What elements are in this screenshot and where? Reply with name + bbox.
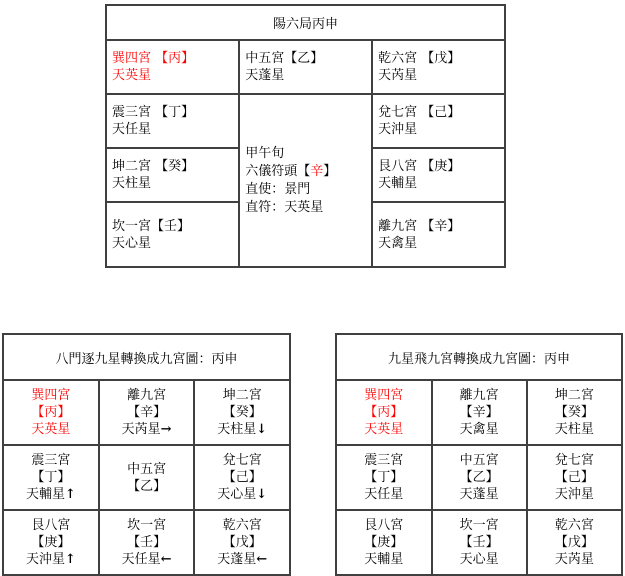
stem-label: 【辛】: [127, 405, 167, 420]
star-name-label: 天心星: [217, 487, 257, 502]
main-cell-zhen3: [106, 94, 239, 148]
star-name-label: 天沖星: [378, 122, 418, 137]
xun-head-label: 甲午旬: [245, 145, 285, 161]
doors-cell-dui7: [194, 445, 290, 510]
main-chart-table: [105, 4, 506, 268]
palace-name-label: 震三宮: [364, 453, 404, 468]
main-cell-xun4: [106, 40, 239, 94]
palace-name-label: 離九宮: [127, 388, 167, 403]
palace-name-label: 中五宮: [459, 453, 499, 468]
palace-name-label: 離九宮: [459, 388, 499, 403]
stars-cell-xun4: [336, 380, 432, 445]
star-name-label: 天芮星: [554, 552, 594, 567]
stars-cell-dui7: [527, 445, 622, 510]
star-name-label: 天英星: [364, 422, 404, 437]
star-name-label: 天任星: [121, 552, 161, 567]
star-name-label: 天心星: [112, 235, 152, 251]
star-line: [6, 421, 96, 438]
palace-name-label: 坎一宮【壬】: [112, 218, 191, 234]
palace-name-label: 艮八宮: [31, 518, 71, 533]
star-name-label: 天輔星: [364, 552, 404, 567]
doors-cell-zhen3: [3, 445, 99, 510]
palace-name-label: 坤二宮: [554, 388, 594, 403]
stars-cell-zhen3: [336, 445, 432, 510]
stars-cell-li9: [432, 380, 527, 445]
palace-name-label: 坎一宮: [127, 518, 167, 533]
stars-chart-table: [335, 333, 623, 576]
star-line: [6, 486, 96, 503]
palace-name-label: 巽四宮: [31, 388, 71, 403]
star-move-arrow: ←: [160, 552, 172, 567]
star-name-label: 天芮星: [121, 422, 161, 437]
star-name-label: 天柱星: [554, 422, 594, 437]
stem-label: 【己】: [222, 470, 262, 485]
stem-label: 【庚】: [364, 535, 404, 550]
star-name-label: 天蓬星: [217, 552, 257, 567]
palace-name-label: 艮八宮 【庚】: [378, 159, 461, 174]
star-name-label: 天任星: [364, 487, 404, 502]
star-name-label: 天蓬星: [245, 68, 285, 83]
liuyi-prefix-label: 六儀符頭【: [245, 163, 311, 179]
palace-name-label: 乾六宮: [222, 518, 262, 533]
main-cell-zhong5: [239, 40, 372, 94]
main-chart-title: 陽六局丙申: [106, 5, 505, 40]
star-move-arrow: ↑: [64, 487, 76, 502]
stars-cell-kun2: [527, 380, 622, 445]
star-name-label: 天輔星: [378, 176, 418, 191]
stem-label: 【辛】: [459, 405, 499, 420]
palace-name-label: 坎一宮: [459, 518, 499, 533]
star-line: [197, 551, 287, 568]
main-cell-dui7: [372, 94, 505, 148]
palace-name-label: 坤二宮: [222, 388, 262, 403]
star-name-label: 天柱星: [112, 176, 152, 191]
main-cell-kan1: [106, 202, 239, 267]
stem-label: 【乙】: [459, 470, 499, 485]
palace-name-label: 兌七宮: [222, 453, 262, 468]
stars-cell-kan1: [432, 510, 527, 575]
zhifu-label: 直符：天英星: [245, 199, 324, 215]
stem-label: 【癸】: [222, 405, 262, 420]
doors-cell-kan1: [99, 510, 195, 575]
center-info-cell: [239, 94, 372, 267]
star-name-label: 天芮星: [378, 68, 418, 83]
palace-name-label: 乾六宮: [554, 518, 594, 533]
stem-label: 【丙】: [364, 405, 404, 420]
doors-cell-qian6: [194, 510, 290, 575]
palace-name-label: 巽四宮: [364, 388, 404, 403]
star-name-label: 天沖星: [25, 552, 65, 567]
stars-cell-gen8: [336, 510, 432, 575]
palace-name-label: 中五宮【乙】: [245, 51, 324, 66]
star-line: [6, 551, 96, 568]
star-line: [197, 421, 287, 438]
doors-cell-gen8: [3, 510, 99, 575]
liuyi-red-stem-label: 辛: [310, 163, 324, 179]
star-move-arrow: ↓: [256, 422, 268, 437]
main-cell-qian6: [372, 40, 505, 94]
stem-label: 【丁】: [364, 470, 404, 485]
main-cell-gen8: [372, 148, 505, 202]
doors-cell-li9: [99, 380, 195, 445]
palace-name-label: 艮八宮: [364, 518, 404, 533]
main-cell-li9: [372, 202, 505, 267]
star-line: [102, 421, 192, 438]
star-name-label: 天輔星: [25, 487, 65, 502]
stem-label: 【丙】: [31, 405, 71, 420]
doors-cell-zhong5: [99, 445, 195, 510]
stem-label: 【乙】: [127, 478, 167, 494]
stem-label: 【癸】: [554, 405, 594, 420]
doors-chart-title: 八門逐九星轉換成九宮圖：丙申: [3, 334, 290, 380]
stars-cell-zhong5: [432, 445, 527, 510]
star-name-label: 天柱星: [217, 422, 257, 437]
stars-chart-title: 九星飛九宮轉換成九宮圖：丙申: [336, 334, 622, 380]
doors-cell-kun2: [194, 380, 290, 445]
stem-label: 【己】: [554, 470, 594, 485]
palace-name-label: 兌七宮: [554, 453, 594, 468]
star-name-label: 天心星: [459, 552, 499, 567]
palace-name-label: 坤二宮 【癸】: [112, 159, 195, 174]
palace-name-label: 震三宮 【丁】: [112, 105, 195, 120]
main-cell-kun2: [106, 148, 239, 202]
star-move-arrow: ↓: [256, 487, 268, 502]
zhishi-label: 直使：景門: [245, 181, 311, 197]
stars-cell-qian6: [527, 510, 622, 575]
stem-label: 【戊】: [222, 535, 262, 550]
stem-label: 【壬】: [459, 535, 499, 550]
liuyi-futou-label: [245, 163, 369, 181]
star-move-arrow: ↑: [64, 552, 76, 567]
stem-label: 【壬】: [127, 535, 167, 550]
palace-name-label: 乾六宮 【戊】: [378, 51, 461, 66]
stem-label: 【丁】: [31, 470, 71, 485]
palace-name-label: 巽四宮 【丙】: [112, 51, 195, 66]
stem-label: 【戊】: [554, 535, 594, 550]
palace-name-label: 中五宮: [127, 461, 167, 477]
doors-chart-table: [2, 333, 291, 576]
stem-label: 【庚】: [31, 535, 71, 550]
star-name-label: 天英星: [31, 422, 71, 437]
palace-name-label: 兌七宮 【己】: [378, 105, 461, 120]
palace-name-label: 離九宮 【辛】: [378, 218, 461, 234]
star-move-arrow: →: [160, 422, 172, 437]
star-line: [197, 486, 287, 503]
doors-cell-xun4: [3, 380, 99, 445]
star-name-label: 天英星: [112, 68, 152, 83]
star-name-label: 天禽星: [459, 422, 499, 437]
liuyi-suffix-label: 】: [323, 163, 337, 179]
star-move-arrow: ←: [256, 552, 268, 567]
star-name-label: 天沖星: [554, 487, 594, 502]
palace-name-label: 震三宮: [31, 453, 71, 468]
star-name-label: 天禽星: [378, 235, 418, 251]
star-name-label: 天任星: [112, 122, 152, 137]
star-line: [102, 551, 192, 568]
star-name-label: 天蓬星: [459, 487, 499, 502]
